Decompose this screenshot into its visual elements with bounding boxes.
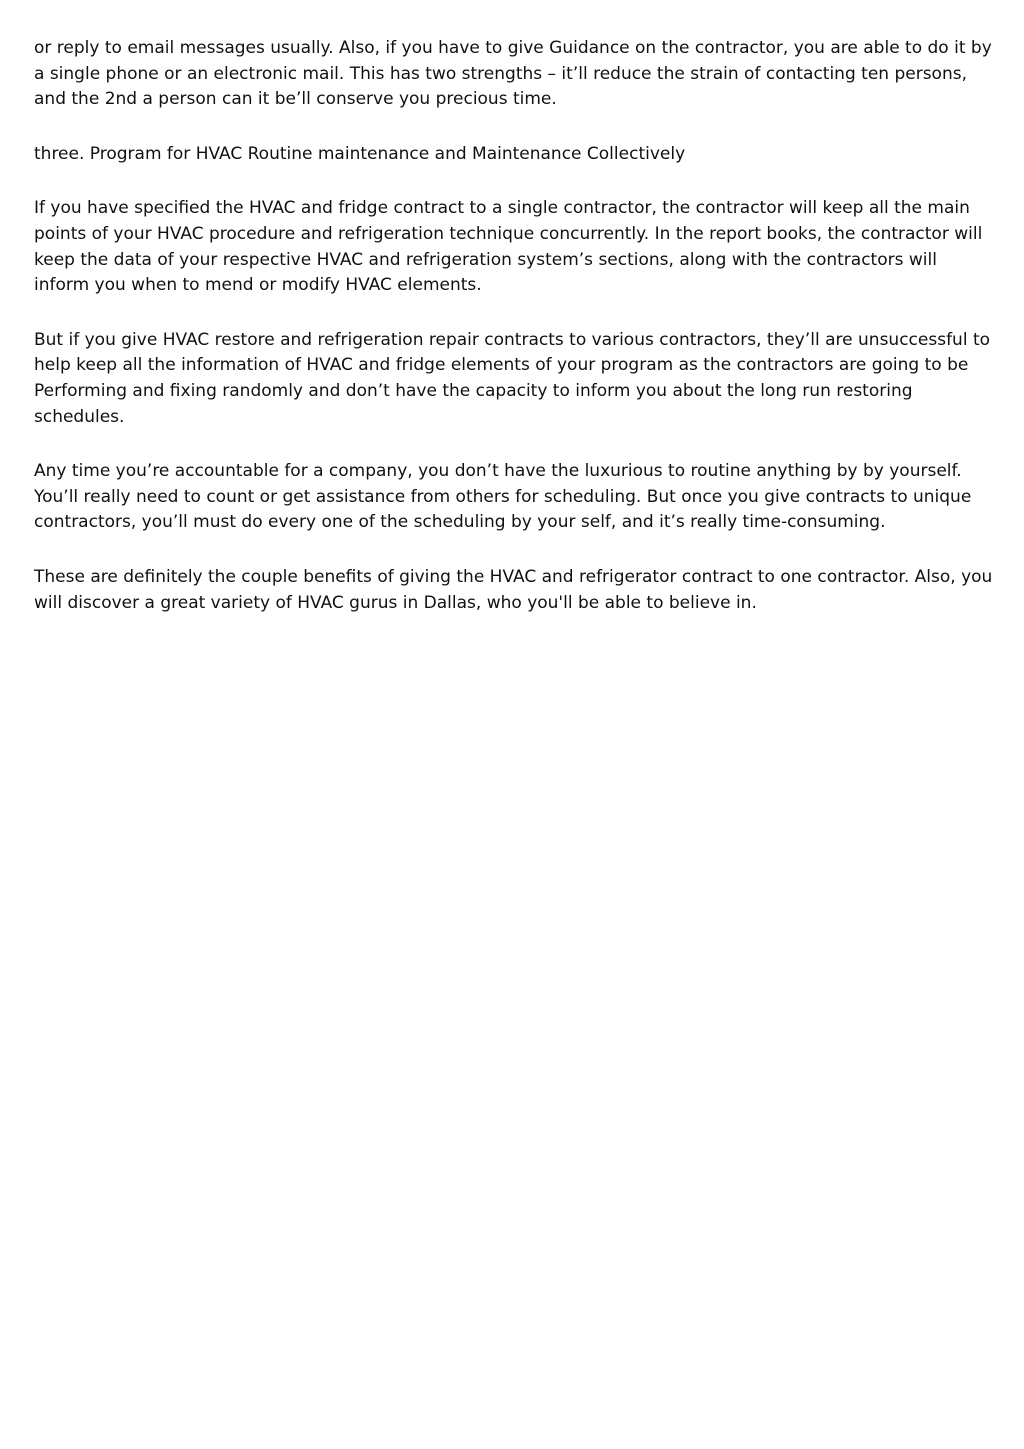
document-body — [34, 36, 996, 645]
section-heading: three. Program for HVAC Routine maintenance and Maintenance Collectively — [34, 143, 686, 164]
paragraph-conclusion: These are definitely the couple benefits of giving the HVAC and refrigerator contract to one contractor. Also, you will discover a great variety of HVAC gurus in Dallas, who you'll be able to believe in. — [34, 566, 993, 613]
paragraph-multiple-contractors: But if you give HVAC restore and refrigeration repair contracts to various contractors, they’ll are unsuccessful to help keep all the information of HVAC and fridge elements of your program as the contractors are going to be Performing and fixing randomly and don’t have the capacity to inform you about the long run restoring schedules. — [34, 329, 991, 427]
paragraph-scheduling: Any time you’re accountable for a company, you don’t have the luxurious to routine anything by by yourself. You’ll really need to count or get assistance from others for scheduling. But once you give contracts to unique contractors, you’ll must do every one of the scheduling by your self, and it’s really time-consuming. — [34, 461, 972, 533]
paragraph-single-contractor: If you have specified the HVAC and fridge contract to a single contractor, the contractor will keep all the main points of your HVAC procedure and refrigeration technique concurrently. In the report books, the contractor will keep the data of your respective HVAC and refrigeration system’s sections, along with the contractors will inform you when to mend or modify HVAC elements. — [34, 198, 983, 296]
paragraph-intro: or reply to email messages usually. Also, if you have to give Guidance on the contractor, you are able to do it by a single phone or an electronic mail. This has two strengths – it’ll reduce the strain of contacting ten persons, and the 2nd a person can it be’ll conserve you precious time. — [34, 38, 992, 110]
